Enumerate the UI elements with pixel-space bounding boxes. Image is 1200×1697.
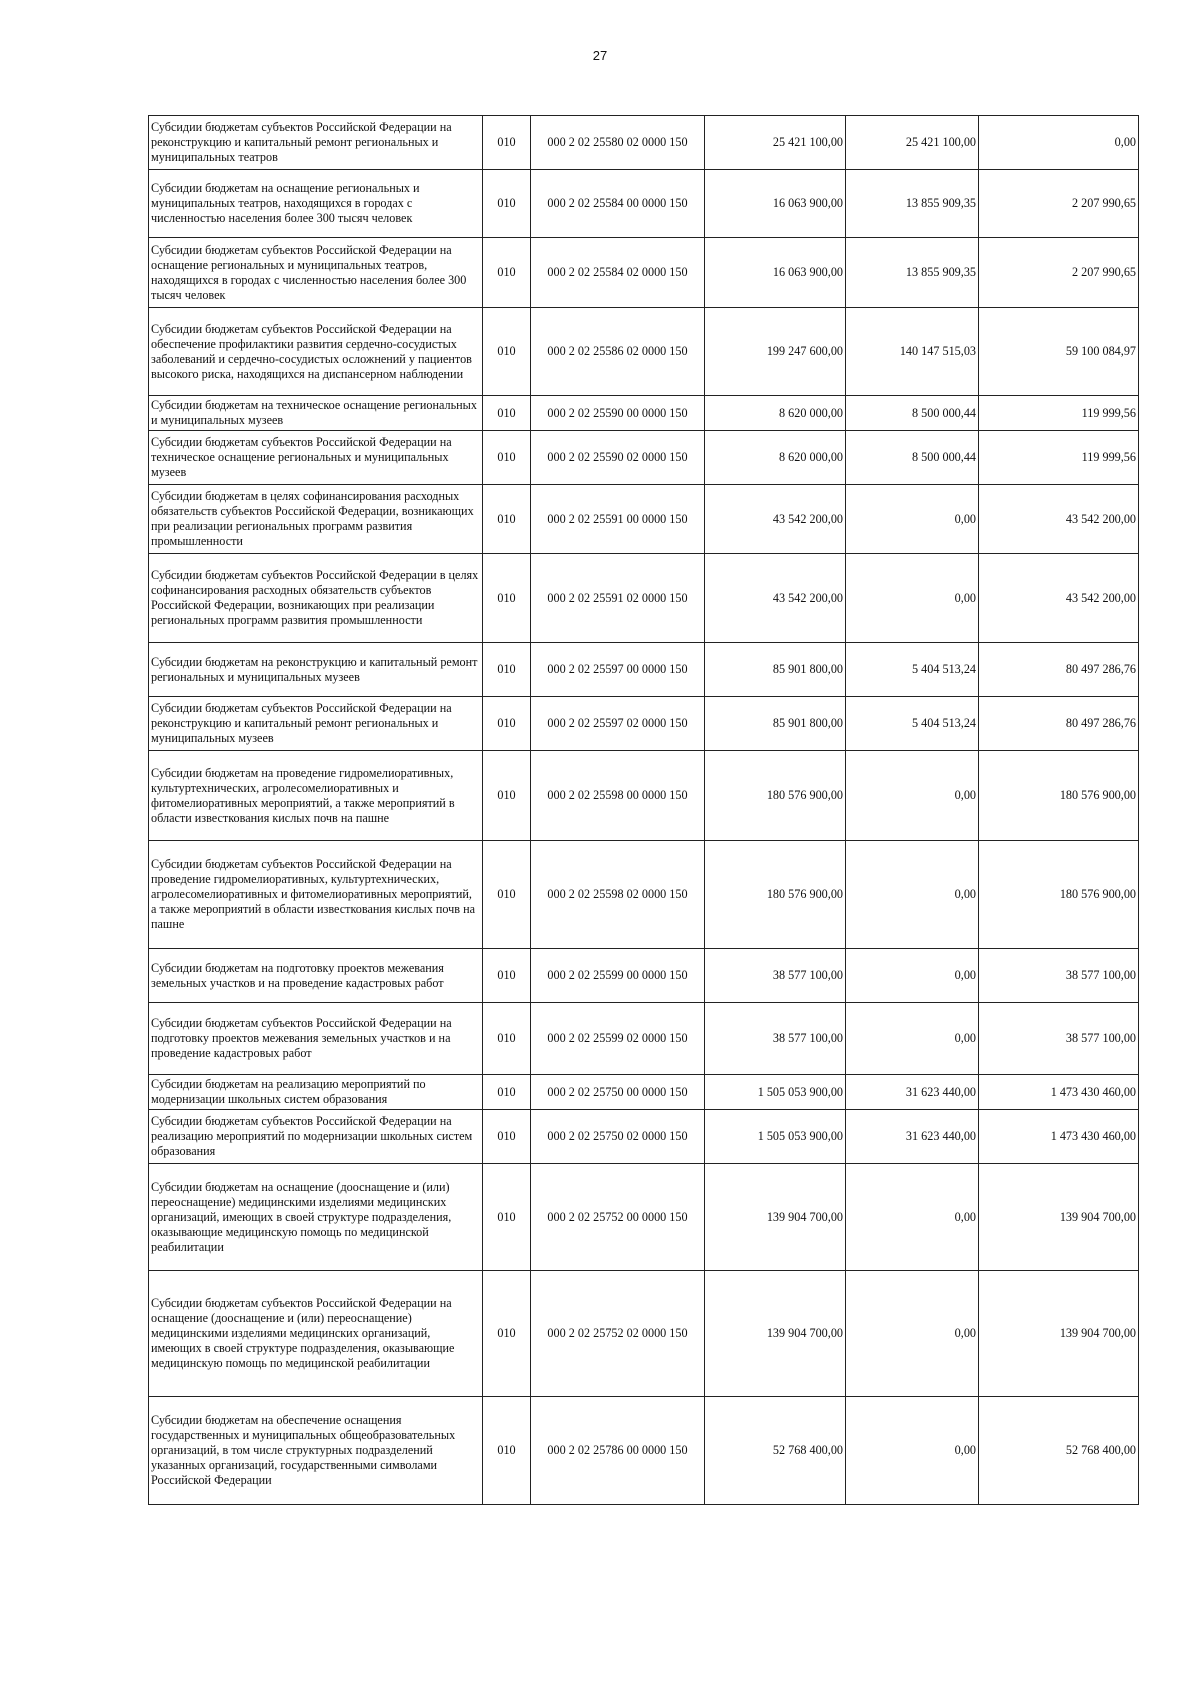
cell-description: Субсидии бюджетам в целях софинансирования расходных обязательств субъектов Российской Федерации, возникающих при реализации региональных программ развития промышленности (149, 485, 483, 554)
cell-remainder-amount: 0,00 (979, 116, 1139, 170)
page-number: 27 (592, 48, 608, 63)
cell-executed-amount: 0,00 (846, 1003, 979, 1075)
cell-classification-code: 000 2 02 25750 02 0000 150 (531, 1110, 705, 1164)
cell-remainder-amount: 1 473 430 460,00 (979, 1075, 1139, 1110)
cell-description: Субсидии бюджетам субъектов Российской Федерации на обеспечение профилактики развития сердечно-сосудистых заболеваний и сердечно-сосудистых осложнений у пациентов высокого риска, находящихся на диспансерном наблюдении (149, 308, 483, 396)
cell-classification-code: 000 2 02 25584 02 0000 150 (531, 238, 705, 308)
cell-classification-code: 000 2 02 25598 02 0000 150 (531, 841, 705, 949)
cell-admin-code: 010 (483, 1271, 531, 1397)
cell-admin-code: 010 (483, 308, 531, 396)
cell-planned-amount: 8 620 000,00 (705, 431, 846, 485)
table-row (149, 643, 1139, 697)
cell-executed-amount: 31 623 440,00 (846, 1110, 979, 1164)
cell-planned-amount: 1 505 053 900,00 (705, 1110, 846, 1164)
cell-planned-amount: 43 542 200,00 (705, 485, 846, 554)
cell-remainder-amount: 38 577 100,00 (979, 949, 1139, 1003)
table-row (149, 170, 1139, 238)
cell-admin-code: 010 (483, 1164, 531, 1271)
cell-admin-code: 010 (483, 238, 531, 308)
table-row (149, 1110, 1139, 1164)
cell-admin-code: 010 (483, 554, 531, 643)
cell-executed-amount: 0,00 (846, 485, 979, 554)
cell-remainder-amount: 180 576 900,00 (979, 841, 1139, 949)
cell-classification-code: 000 2 02 25580 02 0000 150 (531, 116, 705, 170)
cell-admin-code: 010 (483, 396, 531, 431)
cell-planned-amount: 85 901 800,00 (705, 697, 846, 751)
cell-remainder-amount: 43 542 200,00 (979, 554, 1139, 643)
cell-remainder-amount: 52 768 400,00 (979, 1397, 1139, 1505)
table-row (149, 554, 1139, 643)
cell-remainder-amount: 139 904 700,00 (979, 1164, 1139, 1271)
cell-executed-amount: 5 404 513,24 (846, 697, 979, 751)
cell-classification-code: 000 2 02 25599 00 0000 150 (531, 949, 705, 1003)
table-row (149, 238, 1139, 308)
cell-planned-amount: 52 768 400,00 (705, 1397, 846, 1505)
cell-admin-code: 010 (483, 751, 531, 841)
cell-classification-code: 000 2 02 25752 02 0000 150 (531, 1271, 705, 1397)
cell-admin-code: 010 (483, 949, 531, 1003)
cell-remainder-amount: 2 207 990,65 (979, 170, 1139, 238)
cell-executed-amount: 13 855 909,35 (846, 238, 979, 308)
cell-admin-code: 010 (483, 170, 531, 238)
cell-planned-amount: 16 063 900,00 (705, 170, 846, 238)
cell-executed-amount: 8 500 000,44 (846, 431, 979, 485)
cell-description: Субсидии бюджетам субъектов Российской Федерации на оснащение региональных и муниципальных театров, находящихся в городах с численностью населения более 300 тысяч человек (149, 238, 483, 308)
cell-planned-amount: 8 620 000,00 (705, 396, 846, 431)
cell-description: Субсидии бюджетам на техническое оснащение региональных и муниципальных музеев (149, 396, 483, 431)
budget-table (148, 115, 1139, 1505)
cell-remainder-amount: 139 904 700,00 (979, 1271, 1139, 1397)
cell-classification-code: 000 2 02 25597 00 0000 150 (531, 643, 705, 697)
cell-description: Субсидии бюджетам на проведение гидромелиоративных, культуртехнических, агролесомелиоративных и фитомелиоративных мероприятий, а также мероприятий в области известкования кислых почв на пашне (149, 751, 483, 841)
cell-executed-amount: 0,00 (846, 554, 979, 643)
cell-executed-amount: 0,00 (846, 949, 979, 1003)
cell-classification-code: 000 2 02 25590 02 0000 150 (531, 431, 705, 485)
cell-description: Субсидии бюджетам на обеспечение оснащения государственных и муниципальных общеобразовательных организаций, в том числе структурных подразделений указанных организаций, государственными символами Российской Федерации (149, 1397, 483, 1505)
cell-description: Субсидии бюджетам субъектов Российской Федерации в целях софинансирования расходных обязательств субъектов Российской Федерации, возникающих при реализации региональных программ развития промышленности (149, 554, 483, 643)
cell-admin-code: 010 (483, 431, 531, 485)
cell-classification-code: 000 2 02 25586 02 0000 150 (531, 308, 705, 396)
table-row (149, 1397, 1139, 1505)
table-row (149, 116, 1139, 170)
cell-admin-code: 010 (483, 1003, 531, 1075)
cell-admin-code: 010 (483, 841, 531, 949)
cell-classification-code: 000 2 02 25591 02 0000 150 (531, 554, 705, 643)
cell-admin-code: 010 (483, 116, 531, 170)
cell-classification-code: 000 2 02 25591 00 0000 150 (531, 485, 705, 554)
cell-description: Субсидии бюджетам на реконструкцию и капитальный ремонт региональных и муниципальных музеев (149, 643, 483, 697)
cell-description: Субсидии бюджетам субъектов Российской Федерации на реализацию мероприятий по модернизации школьных систем образования (149, 1110, 483, 1164)
cell-remainder-amount: 43 542 200,00 (979, 485, 1139, 554)
cell-classification-code: 000 2 02 25750 00 0000 150 (531, 1075, 705, 1110)
cell-remainder-amount: 59 100 084,97 (979, 308, 1139, 396)
cell-planned-amount: 43 542 200,00 (705, 554, 846, 643)
cell-description: Субсидии бюджетам субъектов Российской Федерации на проведение гидромелиоративных, культуртехнических, агролесомелиоративных и фитомелиоративных мероприятий, а также мероприятий в области известкования кислых почв на пашне (149, 841, 483, 949)
cell-classification-code: 000 2 02 25598 00 0000 150 (531, 751, 705, 841)
table-row (149, 949, 1139, 1003)
cell-planned-amount: 180 576 900,00 (705, 841, 846, 949)
cell-remainder-amount: 80 497 286,76 (979, 643, 1139, 697)
cell-executed-amount: 0,00 (846, 841, 979, 949)
cell-executed-amount: 0,00 (846, 1271, 979, 1397)
cell-remainder-amount: 38 577 100,00 (979, 1003, 1139, 1075)
table-row (149, 841, 1139, 949)
cell-remainder-amount: 2 207 990,65 (979, 238, 1139, 308)
table-row (149, 1075, 1139, 1110)
cell-executed-amount: 5 404 513,24 (846, 643, 979, 697)
cell-description: Субсидии бюджетам на оснащение региональных и муниципальных театров, находящихся в городах с численностью населения более 300 тысяч человек (149, 170, 483, 238)
table-row (149, 751, 1139, 841)
cell-planned-amount: 1 505 053 900,00 (705, 1075, 846, 1110)
cell-description: Субсидии бюджетам субъектов Российской Федерации на реконструкцию и капитальный ремонт региональных и муниципальных музеев (149, 697, 483, 751)
cell-executed-amount: 140 147 515,03 (846, 308, 979, 396)
cell-admin-code: 010 (483, 1075, 531, 1110)
cell-admin-code: 010 (483, 1110, 531, 1164)
cell-remainder-amount: 119 999,56 (979, 396, 1139, 431)
table-row (149, 485, 1139, 554)
cell-planned-amount: 38 577 100,00 (705, 1003, 846, 1075)
budget-table-body (149, 116, 1139, 1505)
cell-planned-amount: 38 577 100,00 (705, 949, 846, 1003)
cell-executed-amount: 31 623 440,00 (846, 1075, 979, 1110)
cell-description: Субсидии бюджетам на реализацию мероприятий по модернизации школьных систем образования (149, 1075, 483, 1110)
table-row (149, 396, 1139, 431)
table-row (149, 431, 1139, 485)
cell-remainder-amount: 1 473 430 460,00 (979, 1110, 1139, 1164)
cell-executed-amount: 8 500 000,44 (846, 396, 979, 431)
cell-planned-amount: 199 247 600,00 (705, 308, 846, 396)
cell-executed-amount: 13 855 909,35 (846, 170, 979, 238)
table-row (149, 1003, 1139, 1075)
cell-description: Субсидии бюджетам субъектов Российской Федерации на подготовку проектов межевания земельных участков и на проведение кадастровых работ (149, 1003, 483, 1075)
cell-planned-amount: 85 901 800,00 (705, 643, 846, 697)
cell-planned-amount: 139 904 700,00 (705, 1164, 846, 1271)
cell-admin-code: 010 (483, 643, 531, 697)
cell-description: Субсидии бюджетам на подготовку проектов межевания земельных участков и на проведение кадастровых работ (149, 949, 483, 1003)
cell-description: Субсидии бюджетам на оснащение (дооснащение и (или) переоснащение) медицинскими изделиями медицинских организаций, имеющих в своей структуре подразделения, оказывающие медицинскую помощь по медицинской реабилитации (149, 1164, 483, 1271)
cell-executed-amount: 0,00 (846, 1397, 979, 1505)
cell-description: Субсидии бюджетам субъектов Российской Федерации на оснащение (дооснащение и (или) переоснащение) медицинскими изделиями медицинских организаций, имеющих в своей структуре подразделения, оказывающие медицинскую помощь по медицинской реабилитации (149, 1271, 483, 1397)
table-row (149, 697, 1139, 751)
cell-description: Субсидии бюджетам субъектов Российской Федерации на реконструкцию и капитальный ремонт региональных и муниципальных театров (149, 116, 483, 170)
cell-planned-amount: 180 576 900,00 (705, 751, 846, 841)
cell-classification-code: 000 2 02 25752 00 0000 150 (531, 1164, 705, 1271)
cell-classification-code: 000 2 02 25590 00 0000 150 (531, 396, 705, 431)
cell-remainder-amount: 119 999,56 (979, 431, 1139, 485)
cell-remainder-amount: 80 497 286,76 (979, 697, 1139, 751)
table-row (149, 1271, 1139, 1397)
cell-classification-code: 000 2 02 25599 02 0000 150 (531, 1003, 705, 1075)
cell-classification-code: 000 2 02 25597 02 0000 150 (531, 697, 705, 751)
cell-admin-code: 010 (483, 485, 531, 554)
cell-planned-amount: 16 063 900,00 (705, 238, 846, 308)
cell-executed-amount: 0,00 (846, 1164, 979, 1271)
cell-remainder-amount: 180 576 900,00 (979, 751, 1139, 841)
cell-admin-code: 010 (483, 697, 531, 751)
cell-classification-code: 000 2 02 25584 00 0000 150 (531, 170, 705, 238)
cell-executed-amount: 25 421 100,00 (846, 116, 979, 170)
cell-description: Субсидии бюджетам субъектов Российской Федерации на техническое оснащение региональных и муниципальных музеев (149, 431, 483, 485)
cell-planned-amount: 25 421 100,00 (705, 116, 846, 170)
cell-admin-code: 010 (483, 1397, 531, 1505)
table-row (149, 1164, 1139, 1271)
cell-classification-code: 000 2 02 25786 00 0000 150 (531, 1397, 705, 1505)
cell-executed-amount: 0,00 (846, 751, 979, 841)
table-row (149, 308, 1139, 396)
cell-planned-amount: 139 904 700,00 (705, 1271, 846, 1397)
